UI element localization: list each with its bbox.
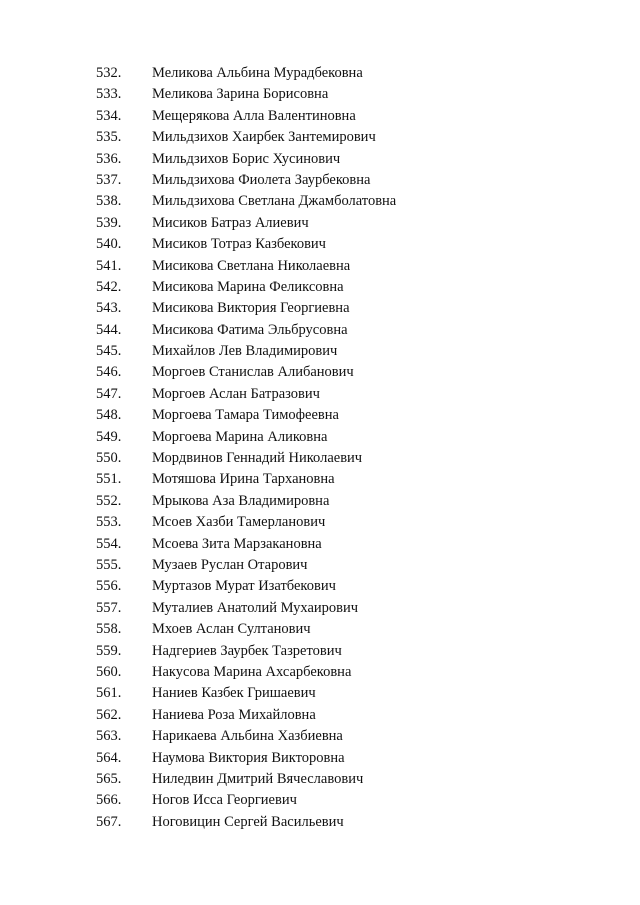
entry-number: 567. bbox=[96, 813, 122, 830]
entry-number: 560. bbox=[96, 663, 122, 680]
list-item bbox=[0, 534, 640, 555]
entry-name: Моргоев Аслан Батразович bbox=[152, 385, 320, 402]
entry-name: Моргоева Тамара Тимофеевна bbox=[152, 407, 339, 424]
entry-name: Наумова Виктория Викторовна bbox=[152, 749, 345, 766]
entry-name: Нарикаева Альбина Хазбиевна bbox=[152, 728, 343, 745]
entry-number: 547. bbox=[96, 385, 122, 402]
entry-name: Мсоева Зита Марзакановна bbox=[152, 535, 322, 552]
entry-name: Мордвинов Геннадий Николаевич bbox=[152, 450, 363, 467]
entry-number: 543. bbox=[96, 300, 122, 317]
entry-number: 533. bbox=[96, 86, 122, 103]
list-item bbox=[0, 726, 640, 747]
entry-number: 557. bbox=[96, 599, 122, 616]
entry-name: Моргоев Станислав Алибанович bbox=[152, 364, 354, 381]
entry-number: 554. bbox=[96, 535, 122, 552]
list-item bbox=[0, 234, 640, 255]
entry-name: Мисикова Виктория Георгиевна bbox=[152, 300, 350, 317]
entry-number: 559. bbox=[96, 642, 122, 659]
list-item bbox=[0, 705, 640, 726]
entry-name: Муталиев Анатолий Мухаирович bbox=[152, 599, 359, 616]
entry-name: Меликова Зарина Борисовна bbox=[152, 86, 329, 103]
list-item bbox=[0, 683, 640, 704]
entry-name: Мсоев Хазби Тамерланович bbox=[152, 514, 326, 531]
entry-name: Накусова Марина Ахсарбековна bbox=[152, 663, 352, 680]
list-item bbox=[0, 598, 640, 619]
list-item bbox=[0, 149, 640, 170]
entry-name: Мещерякова Алла Валентиновна bbox=[152, 107, 356, 124]
list-item bbox=[0, 341, 640, 362]
entry-number: 564. bbox=[96, 749, 122, 766]
entry-number: 535. bbox=[96, 129, 122, 146]
entry-name: Мисикова Марина Феликсовна bbox=[152, 278, 344, 295]
entry-name: Мильдзихова Фиолета Заурбековна bbox=[152, 171, 371, 188]
list-item bbox=[0, 555, 640, 576]
entry-number: 536. bbox=[96, 150, 122, 167]
list-item bbox=[0, 491, 640, 512]
entry-number: 561. bbox=[96, 685, 122, 702]
entry-name: Мильдзихов Борис Хусинович bbox=[152, 150, 341, 167]
list-item bbox=[0, 213, 640, 234]
list-item bbox=[0, 127, 640, 148]
entry-name: Мотяшова Ирина Тархановна bbox=[152, 471, 335, 488]
entry-name: Музаев Руслан Отарович bbox=[152, 556, 308, 573]
list-item bbox=[0, 362, 640, 383]
entry-name: Наниев Казбек Гришаевич bbox=[152, 685, 316, 702]
list-item bbox=[0, 427, 640, 448]
entry-number: 542. bbox=[96, 278, 122, 295]
entry-number: 549. bbox=[96, 428, 122, 445]
list-item bbox=[0, 106, 640, 127]
entry-name: Мисиков Тотраз Казбекович bbox=[152, 236, 326, 253]
entry-name: Моргоева Марина Аликовна bbox=[152, 428, 328, 445]
entry-name: Мильдзихов Хаирбек Зантемирович bbox=[152, 129, 376, 146]
entry-number: 546. bbox=[96, 364, 122, 381]
list-item bbox=[0, 662, 640, 683]
list-item bbox=[0, 512, 640, 533]
list-item bbox=[0, 769, 640, 790]
list-item bbox=[0, 790, 640, 811]
entry-number: 555. bbox=[96, 556, 122, 573]
entry-name: Михайлов Лев Владимирович bbox=[152, 343, 338, 360]
entry-number: 565. bbox=[96, 770, 122, 787]
entry-number: 541. bbox=[96, 257, 122, 274]
entry-number: 562. bbox=[96, 706, 122, 723]
entry-name: Мильдзихова Светлана Джамболатовна bbox=[152, 193, 397, 210]
list-item bbox=[0, 576, 640, 597]
entry-number: 539. bbox=[96, 214, 122, 231]
entry-name: Мрыкова Аза Владимировна bbox=[152, 492, 330, 509]
entry-number: 556. bbox=[96, 578, 122, 595]
list-item bbox=[0, 320, 640, 341]
entry-name: Меликова Альбина Мурадбековна bbox=[152, 65, 363, 81]
list-item bbox=[0, 619, 640, 640]
entry-name: Муртазов Мурат Изатбекович bbox=[152, 578, 336, 595]
list-item bbox=[0, 384, 640, 405]
entry-name: Мисиков Батраз Алиевич bbox=[152, 214, 309, 231]
entry-number: 563. bbox=[96, 728, 122, 745]
entry-name: Ноговицин Сергей Васильевич bbox=[152, 813, 344, 830]
entry-number: 544. bbox=[96, 321, 122, 338]
entry-number: 537. bbox=[96, 171, 122, 188]
list-item bbox=[0, 448, 640, 469]
list-item bbox=[0, 469, 640, 490]
entry-number: 540. bbox=[96, 236, 122, 253]
entry-number: 545. bbox=[96, 343, 122, 360]
entry-number: 532. bbox=[96, 65, 122, 81]
entry-number: 553. bbox=[96, 514, 122, 531]
entry-name: Мисикова Фатима Эльбрусовна bbox=[152, 321, 348, 338]
list-item bbox=[0, 191, 640, 212]
entry-number: 550. bbox=[96, 450, 122, 467]
entry-number: 558. bbox=[96, 621, 122, 638]
entry-number: 552. bbox=[96, 492, 122, 509]
list-item bbox=[0, 170, 640, 191]
list-item bbox=[0, 277, 640, 298]
entry-number: 548. bbox=[96, 407, 122, 424]
list-item bbox=[0, 641, 640, 662]
entry-name: Ногов Исса Георгиевич bbox=[152, 792, 297, 809]
entry-name: Наниева Роза Михайловна bbox=[152, 706, 316, 723]
list-item bbox=[0, 63, 640, 84]
entry-name: Мисикова Светлана Николаевна bbox=[152, 257, 351, 274]
entry-number: 566. bbox=[96, 792, 122, 809]
entry-name: Мхоев Аслан Султанович bbox=[152, 621, 311, 638]
list-item bbox=[0, 405, 640, 426]
list-item bbox=[0, 748, 640, 769]
list-item bbox=[0, 812, 640, 833]
list-item bbox=[0, 84, 640, 105]
name-list bbox=[0, 63, 640, 833]
entry-name: Надгериев Заурбек Тазретович bbox=[152, 642, 342, 659]
entry-number: 534. bbox=[96, 107, 122, 124]
entry-name: Ниледвин Дмитрий Вячеславович bbox=[152, 770, 364, 787]
list-item bbox=[0, 298, 640, 319]
list-item bbox=[0, 256, 640, 277]
entry-number: 538. bbox=[96, 193, 122, 210]
entry-number: 551. bbox=[96, 471, 122, 488]
